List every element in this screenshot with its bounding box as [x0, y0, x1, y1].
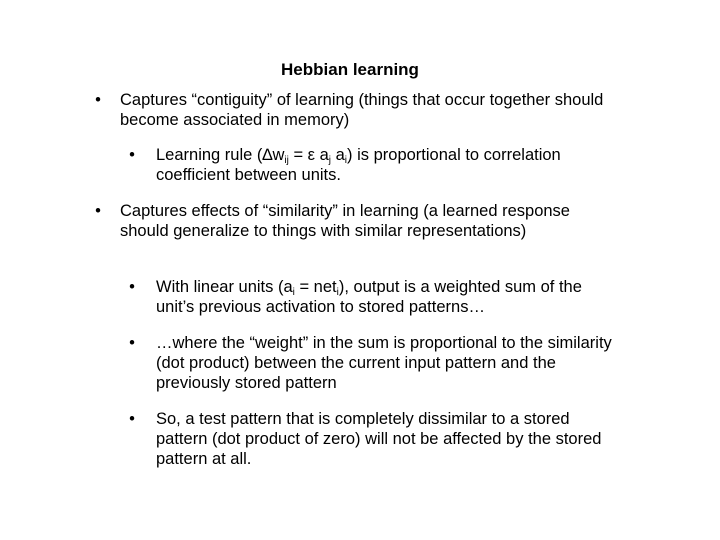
sub-bullet-weight: [126, 333, 616, 393]
bullet-similarity: [92, 201, 612, 241]
linear-text-mid: = net: [294, 278, 337, 296]
bullet-contiguity: [92, 90, 612, 130]
bullet-text: …where the “weight” in the sum is proportional to the similarity (dot product) between the current input pattern and the previously stored pattern: [156, 334, 612, 392]
rule-delta-w: ∆w: [262, 146, 285, 164]
rule-text-a: a: [331, 146, 345, 164]
linear-text-after: ), output is a weighted sum of the unit’s previous activation to stored patterns…: [156, 278, 582, 316]
bullet-marker: •: [95, 91, 101, 109]
rule-text-after: ) is proportional to correlation coefficient between units.: [156, 146, 561, 184]
linear-subscript-i-2: i: [336, 287, 339, 298]
rule-subscript-ij: ij: [284, 155, 289, 166]
bullet-marker: •: [129, 146, 135, 164]
bullet-marker: •: [129, 278, 135, 296]
learning-rule-text: [156, 145, 616, 185]
rule-text-before: Learning rule (: [156, 146, 263, 164]
bullet-text: So, a test pattern that is completely dissimilar to a stored pattern (dot product of zero) will not be affected by the stored pattern at all.: [156, 410, 602, 468]
rule-subscript-i: i: [344, 155, 348, 166]
sub-bullet-linear-units: [126, 277, 616, 317]
linear-subscript-i: i: [292, 287, 295, 298]
bullet-marker: •: [129, 334, 135, 352]
bullet-marker: •: [95, 202, 101, 220]
linear-units-text: [156, 277, 616, 317]
bullet-text: Captures “contiguity” of learning (things that occur together should become associated in memory): [120, 91, 604, 129]
sub-bullet-learning-rule: [126, 145, 616, 185]
bullet-text: Captures effects of “similarity” in learning (a learned response should generalize to things with similar representations): [120, 202, 570, 240]
bullet-marker: •: [129, 410, 135, 428]
rule-text-mid: = ε a: [288, 146, 329, 164]
rule-subscript-j: j: [328, 155, 332, 166]
slide-title: Hebbian learning: [281, 60, 419, 79]
sub-bullet-dissimilar: [126, 409, 616, 469]
linear-text-before: With linear units (a: [156, 278, 293, 296]
